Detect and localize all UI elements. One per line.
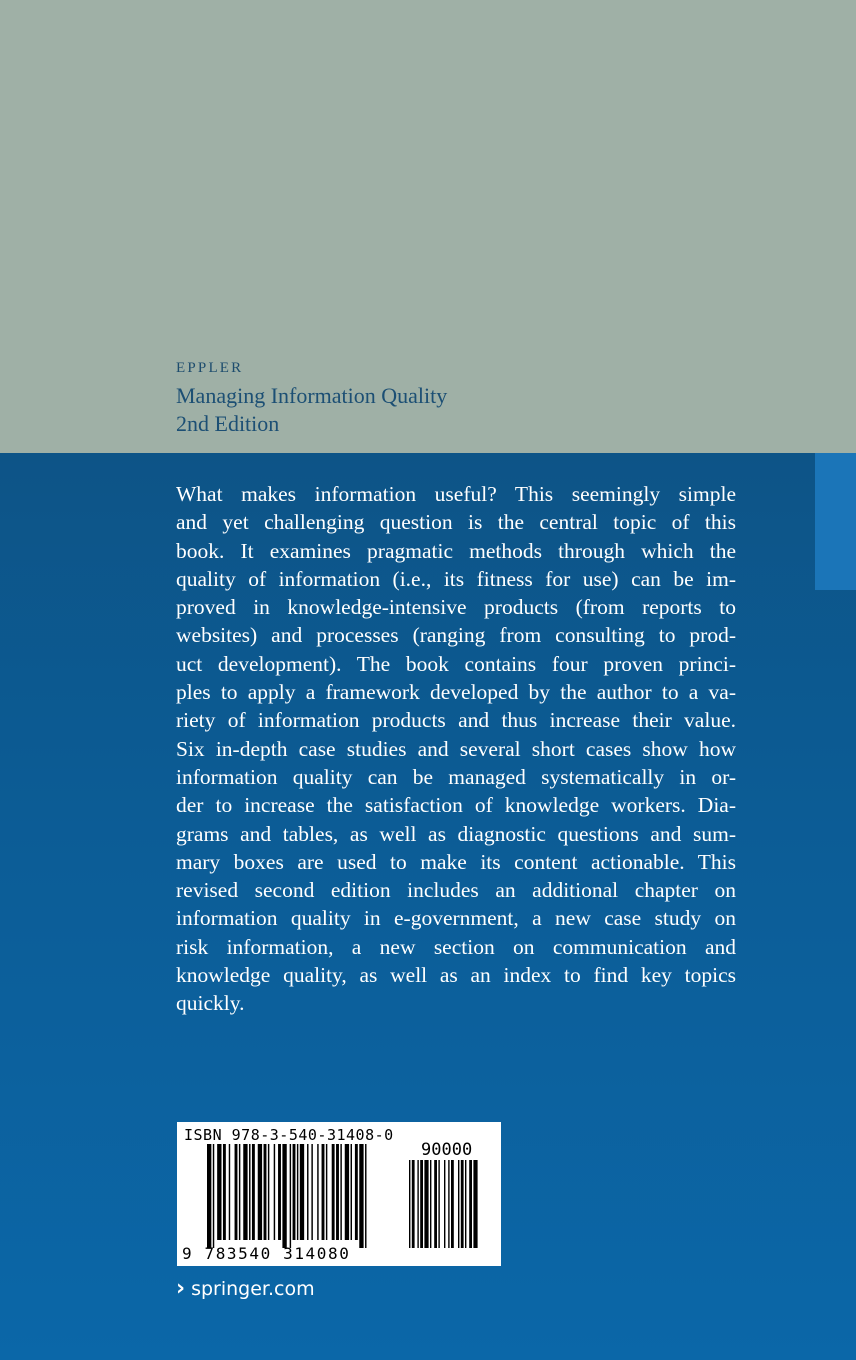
description-line: revised second edition includes an additional chapter on xyxy=(176,878,736,903)
description-line: quickly. xyxy=(176,991,245,1016)
description-line: der to increase the satisfaction of knowledge workers. Dia- xyxy=(176,793,736,818)
description-line: risk information, a new section on communication and xyxy=(176,934,736,959)
description-line: information quality can be managed systematically in or- xyxy=(176,764,736,789)
spine-accent-tab xyxy=(815,453,856,590)
price-code: 90000 xyxy=(421,1140,473,1160)
description-line: grams and tables, as well as diagnostic questions and sum- xyxy=(176,821,736,846)
description-line: riety of information products and thus increase their value. xyxy=(176,708,736,733)
isbn-barcode xyxy=(177,1122,501,1266)
description-line: knowledge quality, as well as an index to find key topics xyxy=(176,963,736,988)
description-line: and yet challenging question is the central topic of this xyxy=(176,510,736,535)
isbn-label: ISBN 978-3-540-31408-0 xyxy=(184,1126,394,1144)
description-line: ples to apply a framework developed by the author to a va- xyxy=(176,680,736,705)
publisher-link[interactable] xyxy=(176,1276,315,1301)
chevron-right-icon: › xyxy=(176,1276,186,1301)
description-line: Six in-depth case studies and several short cases show how xyxy=(176,736,736,761)
ean-digits: 9 783540 314080 xyxy=(182,1244,351,1263)
description-line: mary boxes are used to make its content actionable. This xyxy=(176,849,736,874)
book-description xyxy=(176,480,736,1018)
barcode-bars xyxy=(207,1144,407,1248)
barcode-addon-bars xyxy=(409,1160,489,1248)
description-line: book. It examines pragmatic methods through which the xyxy=(176,538,736,563)
description-line: uct development). The book contains four proven princi- xyxy=(176,651,736,676)
author-name: EPPLER xyxy=(176,360,244,376)
description-line: What makes information useful? This seemingly simple xyxy=(176,482,736,506)
description-line: information quality in e-government, a new case study on xyxy=(176,906,736,931)
description-line: quality of information (i.e., its fitness for use) can be im- xyxy=(176,566,736,591)
description-line: websites) and processes (ranging from consulting to prod- xyxy=(176,623,736,648)
publisher-url: springer.com xyxy=(191,1277,315,1300)
description-line: proved in knowledge-intensive products (from reports to xyxy=(176,595,736,620)
book-edition: 2nd Edition xyxy=(176,411,280,436)
book-title: Managing Information Quality xyxy=(176,383,448,408)
